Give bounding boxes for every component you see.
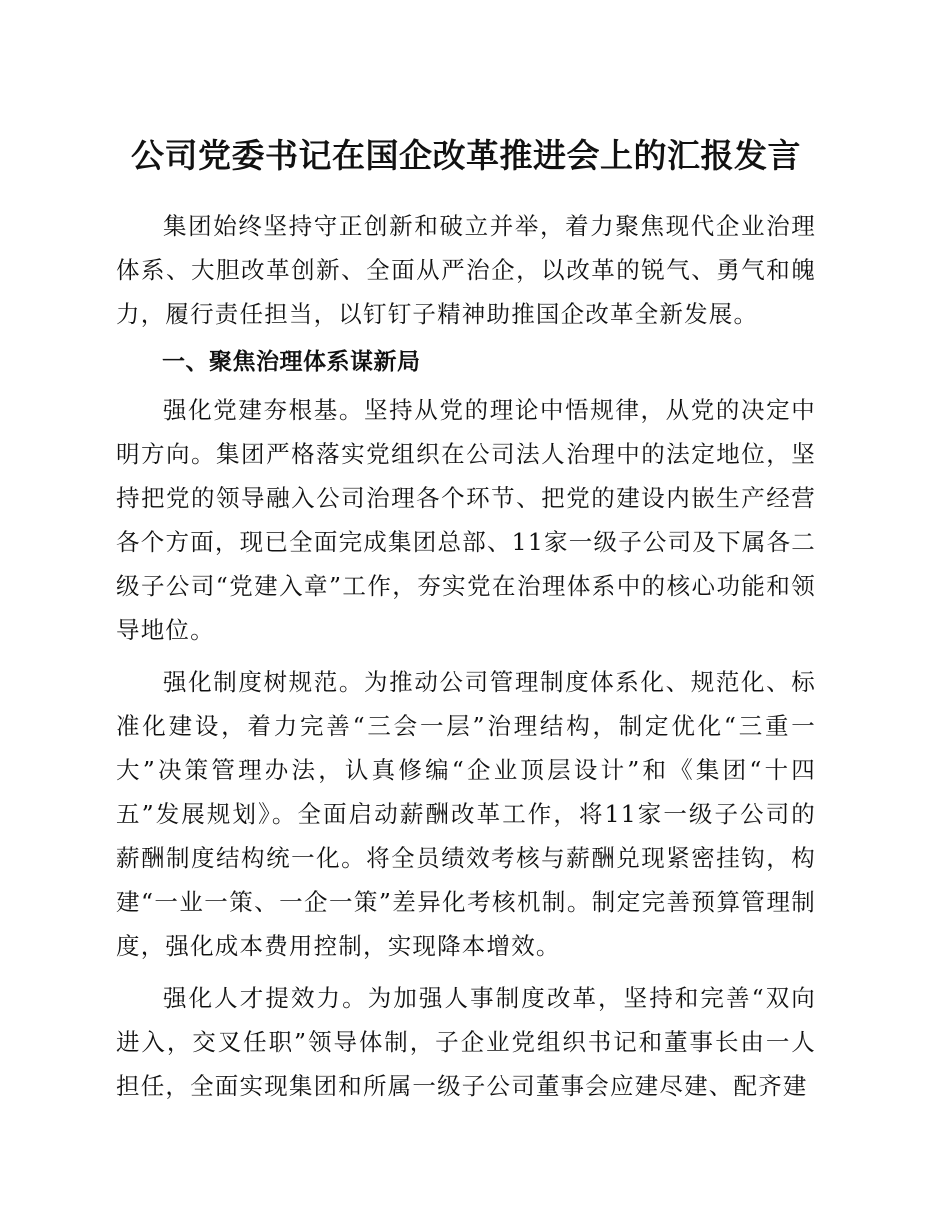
paragraph-talent: 强化人才提效力。为加强人事制度改革，坚持和完善“双向进入，交叉任职”领导体制，子企业党组织书记和董事长由一人担任，全面实现集团和所属一级子公司董事会应建尽建、配齐建 bbox=[116, 984, 816, 1100]
paragraph-system-norms: 强化制度树规范。为推动公司管理制度体系化、规范化、标准化建设，着力完善“三会一层”治理结构，制定优化“三重一大”决策管理办法，认真修编“企业顶层设计”和《集团“十四五”发展规划》。全面启动薪酬改革工作，将11家一级子公司的薪酬制度结构统一化。将全员绩效考核与薪酬兑现紧密挂钩，构建“一业一策、一企一策”差异化考核机制。制定完善预算管理制度，强化成本费用控制，实现降本增效。 bbox=[116, 668, 816, 960]
document-body bbox=[116, 128, 816, 1116]
paragraph-party-building: 强化党建夯根基。坚持从党的理论中悟规律，从党的决定中明方向。集团严格落实党组织在公司法人治理中的法定地位，坚持把党的领导融入公司治理各个环节、把党的建设内嵌生产经营各个方面，现已全面完成集团总部、11家一级子公司及下属各二级子公司“党建入章”工作，夯实党在治理体系中的核心功能和领导地位。 bbox=[116, 396, 816, 644]
document-title: 公司党委书记在国企改革推进会上的汇报发言 bbox=[131, 136, 801, 175]
intro-paragraph: 集团始终坚持守正创新和破立并举，着力聚焦现代企业治理体系、大胆改革创新、全面从严治企，以改革的锐气、勇气和魄力，履行责任担当，以钉钉子精神助推国企改革全新发展。 bbox=[116, 212, 816, 328]
section-heading: 一、聚焦治理体系谋新局 bbox=[162, 349, 421, 375]
